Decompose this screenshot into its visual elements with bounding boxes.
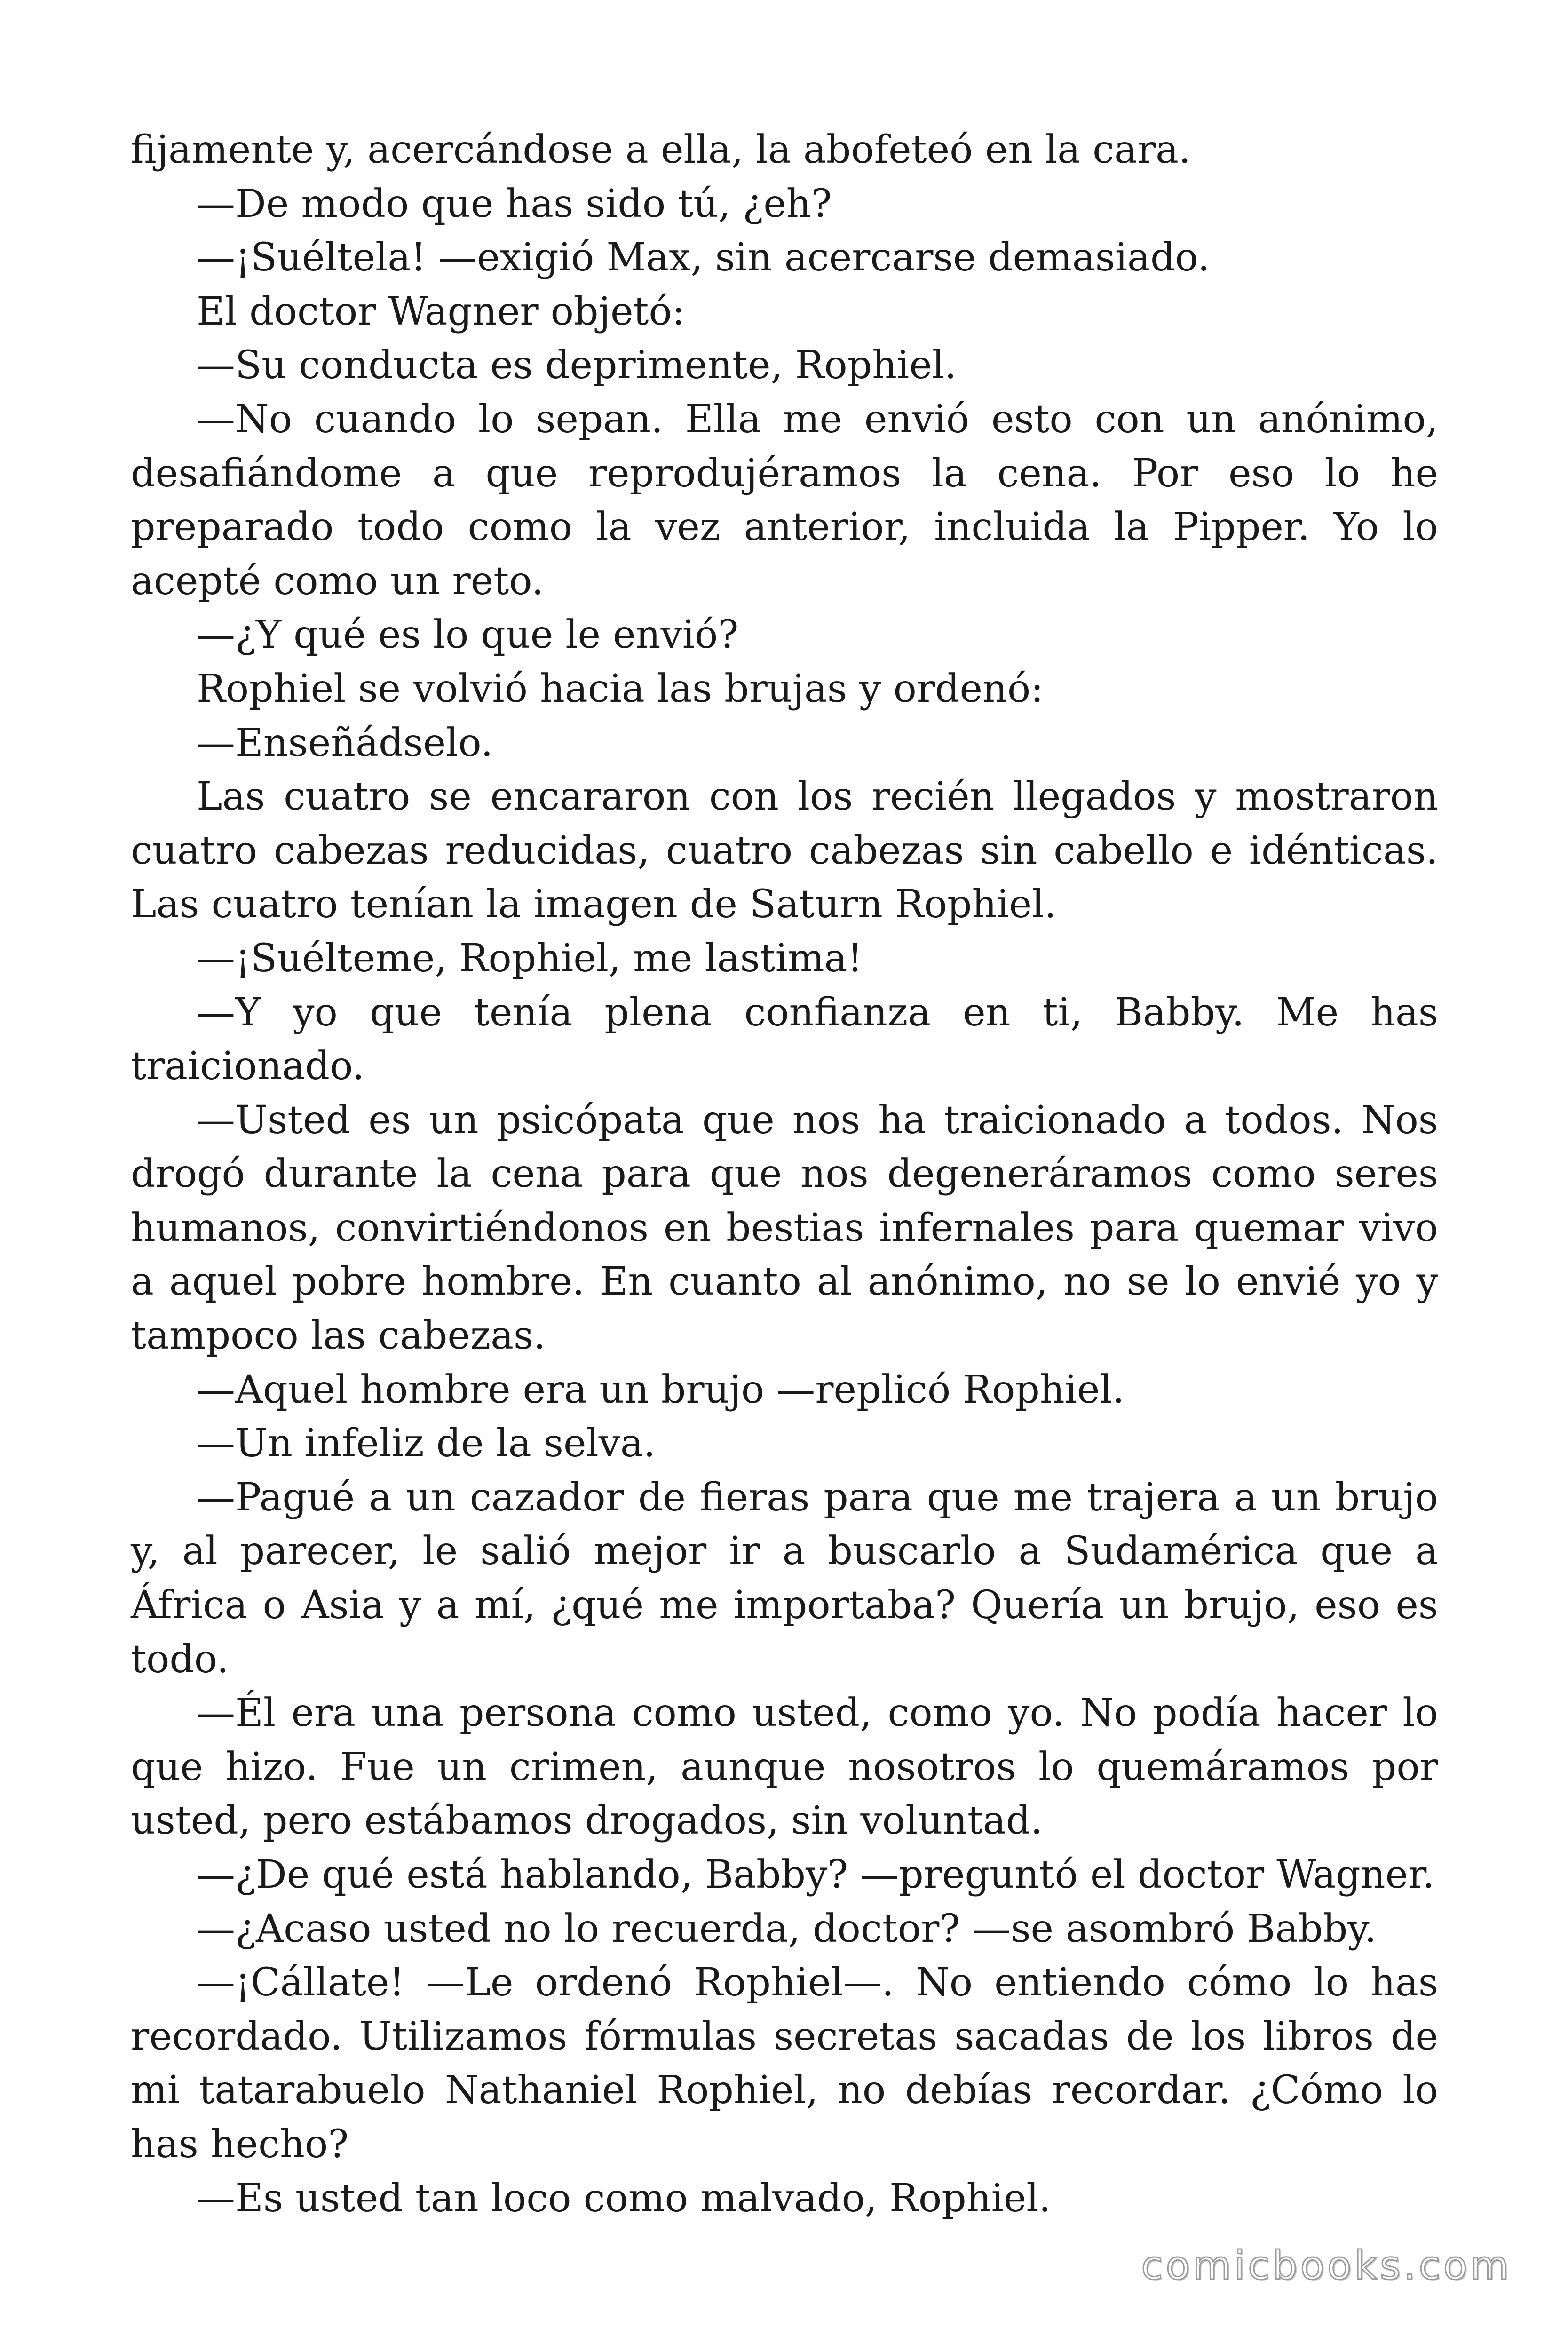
paragraph: —¡Cállate! —Le ordenó Rophiel—. No entiendo cómo lo has recordado. Utilizamos fórmulas secretas sacadas de los libros de mi tatarabuelo Nathaniel Rophiel, no debías recordar. ¿Cómo lo has hecho? [131, 1960, 1438, 2167]
paragraph: —¿Acaso usted no lo recuerda, doctor? —se asombró Babby. [197, 1906, 1377, 1951]
paragraph: —Y yo que tenía plena confianza en ti, Babby. Me has traicionado. [131, 990, 1438, 1089]
body-text [131, 123, 1438, 2225]
paragraph: —No cuando lo sepan. Ella me envió esto con un anónimo, desafiándome a que reprodujéramos la cena. Por eso lo he preparado todo como la vez anterior, incluida la Pipper. Yo lo acepté como un reto. [131, 397, 1438, 604]
paragraph: —Es usted tan loco como malvado, Rophiel. [197, 2176, 1051, 2221]
paragraph: Rophiel se volvió hacia las brujas y ordenó: [197, 666, 1044, 711]
paragraph: fijamente y, acercándose a ella, la abofeteó en la cara. [131, 127, 1191, 172]
paragraph: —Un infeliz de la selva. [197, 1421, 656, 1466]
paragraph: El doctor Wagner objetó: [197, 289, 685, 334]
paragraph: —Enseñádselo. [197, 720, 493, 765]
paragraph: —¡Suélteme, Rophiel, me lastima! [197, 936, 863, 981]
paragraph: —¿De qué está hablando, Babby? —preguntó el doctor Wagner. [197, 1852, 1435, 1897]
paragraph: —Aquel hombre era un brujo —replicó Rophiel. [197, 1367, 1125, 1412]
watermark: comicbooks.com [1141, 2242, 1512, 2288]
paragraph: —¡Suéltela! —exigió Max, sin acercarse demasiado. [197, 235, 1210, 280]
paragraph: —¿Y qué es lo que le envió? [197, 612, 739, 658]
paragraph: —Pagué a un cazador de fieras para que me trajera a un brujo y, al parecer, le salió mejor ir a buscarlo a Sudamérica que a África o Asia y a mí, ¿qué me importaba? Quería un brujo, eso es todo. [131, 1475, 1438, 1682]
paragraph: —De modo que has sido tú, ¿eh? [197, 181, 832, 226]
paragraph: —Él era una persona como usted, como yo. No podía hacer lo que hizo. Fue un crimen, aunque nosotros lo quemáramos por usted, pero estábamos drogados, sin voluntad. [131, 1691, 1438, 1843]
paragraph: —Usted es un psicópata que nos ha traicionado a todos. Nos drogó durante la cena para que nos degeneráramos como seres humanos, convirtiéndonos en bestias infernales para quemar vivo a aquel pobre hombre. En cuanto al anónimo, no se lo envié yo y tampoco las cabezas. [131, 1097, 1438, 1359]
paragraph: Las cuatro se encararon con los recién llegados y mostraron cuatro cabezas reducidas, cuatro cabezas sin cabello e idénticas. Las cuatro tenían la imagen de Saturn Rophiel. [131, 774, 1438, 927]
paragraph: —Su conducta es deprimente, Rophiel. [197, 343, 957, 388]
